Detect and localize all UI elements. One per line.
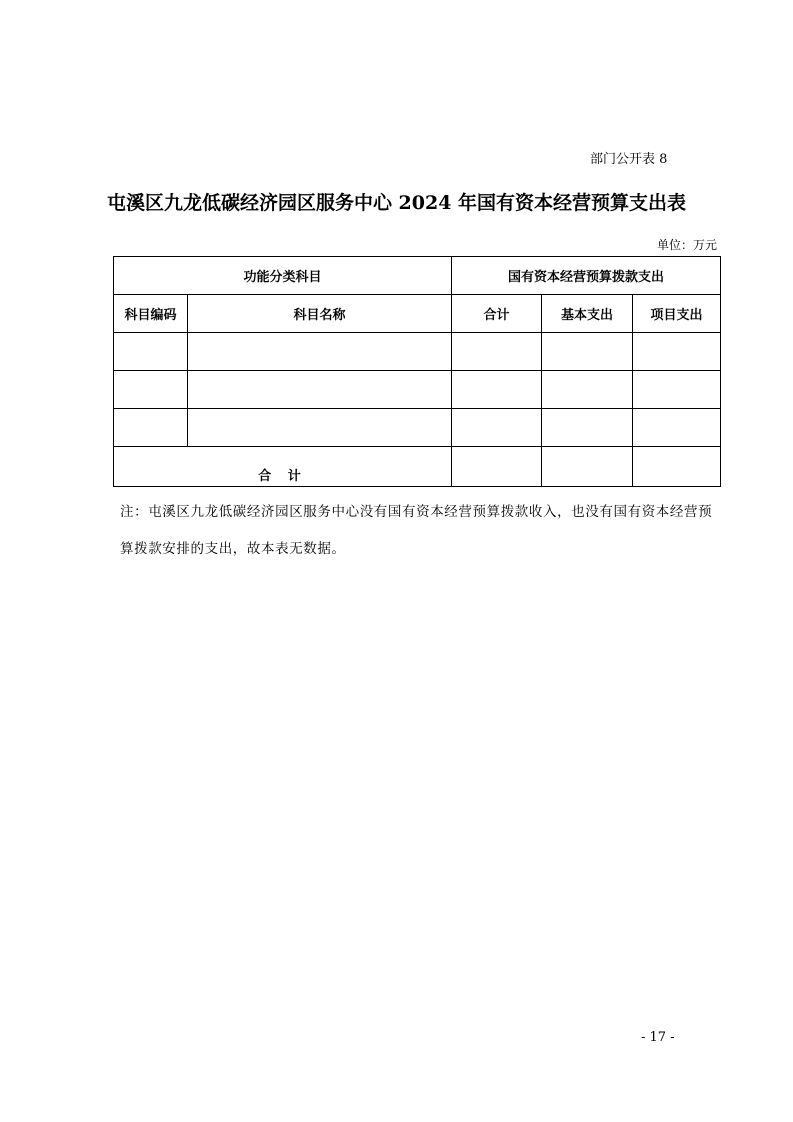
- total-value-total: [452, 447, 542, 487]
- cell-basic: [542, 333, 633, 371]
- table-group-header-row: [114, 257, 721, 295]
- column-header-basic: 基本支出: [542, 295, 633, 333]
- cell-name: [188, 409, 452, 447]
- table-row: [114, 371, 721, 409]
- table-row: [114, 333, 721, 371]
- group-header-functional: 功能分类科目: [114, 257, 452, 295]
- cell-code: [114, 409, 188, 447]
- cell-project: [633, 409, 721, 447]
- table-row: [114, 409, 721, 447]
- document-title: 屯溪区九龙低碳经济园区服务中心 2024 年国有资本经营预算支出表: [106, 192, 687, 214]
- cell-name: [188, 333, 452, 371]
- total-label: 合 计: [114, 447, 452, 487]
- cell-project: [633, 333, 721, 371]
- cell-basic: [542, 409, 633, 447]
- column-header-total: 合计: [452, 295, 542, 333]
- column-header-name: 科目名称: [188, 295, 452, 333]
- cell-name: [188, 371, 452, 409]
- budget-table: [113, 256, 721, 487]
- cell-basic: [542, 371, 633, 409]
- column-header-project: 项目支出: [633, 295, 721, 333]
- cell-total: [452, 333, 542, 371]
- table-total-row: [114, 447, 721, 487]
- cell-total: [452, 409, 542, 447]
- page-number: - 17 -: [641, 1030, 675, 1045]
- cell-project: [633, 371, 721, 409]
- table-number: 部门公开表 8: [590, 152, 668, 167]
- total-value-project: [633, 447, 721, 487]
- column-header-code: 科目编码: [114, 295, 188, 333]
- cell-code: [114, 371, 188, 409]
- cell-code: [114, 333, 188, 371]
- unit-label: 单位：万元: [656, 238, 717, 252]
- table-note: 注：屯溪区九龙低碳经济园区服务中心没有国有资本经营预算拨款收入，也没有国有资本经营预算拨款安排的支出，故本表无数据。: [120, 504, 713, 557]
- cell-total: [452, 371, 542, 409]
- table-column-header-row: [114, 295, 721, 333]
- group-header-state-capital: 国有资本经营预算拨款支出: [452, 257, 721, 295]
- total-value-basic: [542, 447, 633, 487]
